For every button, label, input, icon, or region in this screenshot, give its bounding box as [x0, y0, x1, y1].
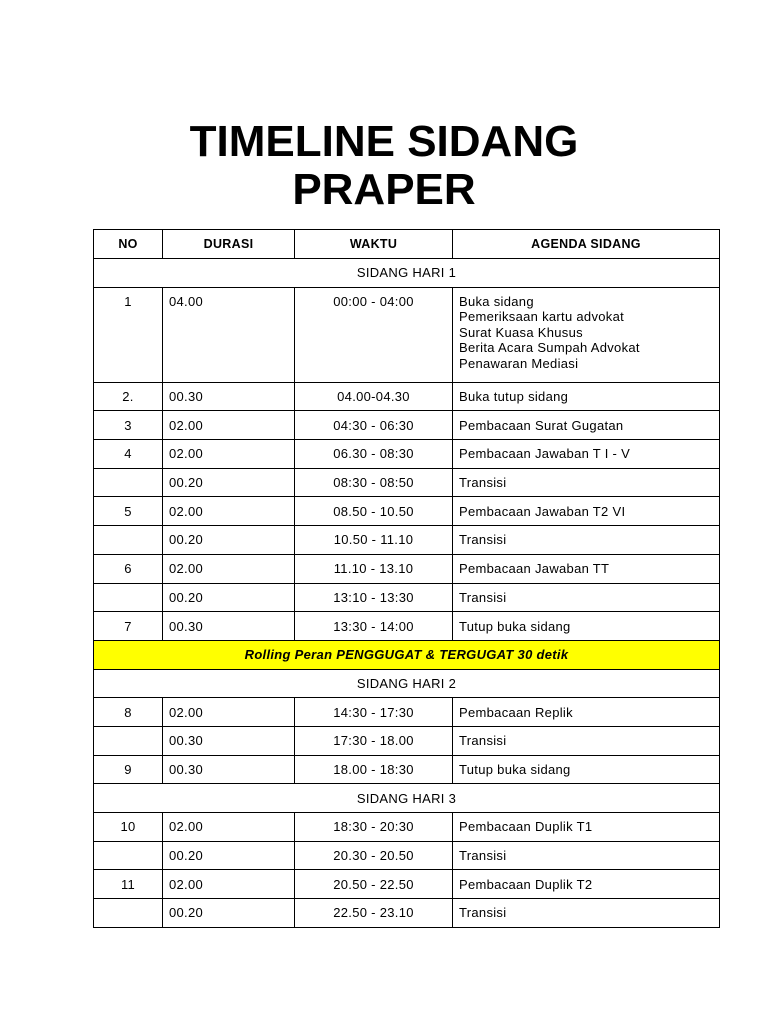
cell-agenda: Tutup buka sidang [453, 755, 720, 784]
cell-no [94, 726, 163, 755]
cell-agenda [453, 287, 720, 382]
cell-agenda: Pembacaan Duplik T1 [453, 813, 720, 842]
table-row [94, 813, 720, 842]
section-row-hari-2 [94, 669, 720, 698]
table-row [94, 899, 720, 928]
header-no: NO [94, 230, 163, 259]
table-row [94, 583, 720, 612]
page-title [0, 118, 768, 214]
agenda-line: Buka sidang [459, 293, 534, 309]
cell-durasi: 02.00 [163, 813, 295, 842]
cell-agenda: Pembacaan Jawaban T I - V [453, 440, 720, 469]
cell-waktu: 22.50 - 23.10 [295, 899, 453, 928]
cell-no: 1 [94, 287, 163, 382]
cell-agenda: Pembacaan Jawaban T2 VI [453, 497, 720, 526]
timeline-table [93, 229, 720, 928]
rolling-note: Rolling Peran PENGGUGAT & TERGUGAT 30 detik [94, 640, 720, 669]
cell-durasi: 00.20 [163, 841, 295, 870]
cell-waktu: 13:30 - 14:00 [295, 612, 453, 641]
title-line-2: PRAPER [292, 165, 476, 214]
section-row-hari-3 [94, 784, 720, 813]
cell-agenda: Pembacaan Replik [453, 698, 720, 727]
cell-no [94, 583, 163, 612]
cell-agenda: Pembacaan Surat Gugatan [453, 411, 720, 440]
cell-no: 2. [94, 382, 163, 411]
cell-agenda: Transisi [453, 468, 720, 497]
table-row [94, 411, 720, 440]
cell-no: 7 [94, 612, 163, 641]
cell-agenda: Transisi [453, 583, 720, 612]
cell-no: 3 [94, 411, 163, 440]
cell-waktu: 08:30 - 08:50 [295, 468, 453, 497]
cell-no: 6 [94, 554, 163, 583]
section-label-hari-3: SIDANG HARI 3 [94, 784, 720, 813]
day2-rows [94, 698, 720, 784]
cell-no: 5 [94, 497, 163, 526]
table-row [94, 870, 720, 899]
header-waktu: WAKTU [295, 230, 453, 259]
header-durasi: DURASI [163, 230, 295, 259]
cell-agenda: Pembacaan Jawaban TT [453, 554, 720, 583]
cell-durasi: 04.00 [163, 287, 295, 382]
rolling-note-row [94, 640, 720, 669]
cell-agenda: Transisi [453, 899, 720, 928]
cell-durasi: 00.20 [163, 583, 295, 612]
cell-no: 9 [94, 755, 163, 784]
table-row [94, 440, 720, 469]
table-row [94, 726, 720, 755]
table-row [94, 468, 720, 497]
cell-durasi: 02.00 [163, 440, 295, 469]
cell-agenda: Pembacaan Duplik T2 [453, 870, 720, 899]
cell-waktu: 20.30 - 20.50 [295, 841, 453, 870]
cell-waktu: 20.50 - 22.50 [295, 870, 453, 899]
cell-waktu: 18:30 - 20:30 [295, 813, 453, 842]
cell-waktu: 00:00 - 04:00 [295, 287, 453, 382]
cell-no [94, 526, 163, 555]
cell-waktu: 10.50 - 11.10 [295, 526, 453, 555]
cell-agenda: Transisi [453, 526, 720, 555]
cell-agenda: Buka tutup sidang [453, 382, 720, 411]
cell-no: 8 [94, 698, 163, 727]
cell-waktu: 13:10 - 13:30 [295, 583, 453, 612]
agenda-line: Penawaran Mediasi [459, 355, 579, 371]
cell-no [94, 841, 163, 870]
cell-waktu: 04:30 - 06:30 [295, 411, 453, 440]
cell-agenda: Tutup buka sidang [453, 612, 720, 641]
table-row [94, 755, 720, 784]
table-row [94, 382, 720, 411]
table-row [94, 698, 720, 727]
table-row [94, 554, 720, 583]
cell-waktu: 04.00-04.30 [295, 382, 453, 411]
title-line-1: TIMELINE SIDANG [189, 117, 579, 166]
cell-durasi: 02.00 [163, 554, 295, 583]
cell-agenda: Transisi [453, 726, 720, 755]
day3-rows [94, 813, 720, 928]
agenda-line: Pemeriksaan kartu advokat [459, 309, 625, 325]
cell-waktu: 08.50 - 10.50 [295, 497, 453, 526]
cell-durasi: 00.20 [163, 526, 295, 555]
agenda-line: Berita Acara Sumpah Advokat [459, 340, 640, 356]
day1-rows [94, 382, 720, 640]
agenda-line: Surat Kuasa Khusus [459, 324, 583, 340]
cell-durasi: 00.30 [163, 382, 295, 411]
cell-durasi: 02.00 [163, 411, 295, 440]
table-row [94, 526, 720, 555]
table-row [94, 612, 720, 641]
cell-durasi: 00.20 [163, 468, 295, 497]
cell-waktu: 11.10 - 13.10 [295, 554, 453, 583]
cell-durasi: 00.30 [163, 612, 295, 641]
cell-durasi: 02.00 [163, 497, 295, 526]
header-agenda: AGENDA SIDANG [453, 230, 720, 259]
cell-waktu: 17:30 - 18.00 [295, 726, 453, 755]
table-row [94, 497, 720, 526]
cell-durasi: 00.20 [163, 899, 295, 928]
table-row [94, 841, 720, 870]
section-label-hari-1: SIDANG HARI 1 [94, 259, 720, 288]
cell-no [94, 899, 163, 928]
cell-agenda: Transisi [453, 841, 720, 870]
header-row [94, 230, 720, 259]
cell-durasi: 02.00 [163, 698, 295, 727]
cell-waktu: 14:30 - 17:30 [295, 698, 453, 727]
section-label-hari-2: SIDANG HARI 2 [94, 669, 720, 698]
cell-no [94, 468, 163, 497]
table-row [94, 287, 720, 382]
cell-waktu: 18.00 - 18:30 [295, 755, 453, 784]
cell-durasi: 00.30 [163, 726, 295, 755]
cell-waktu: 06.30 - 08:30 [295, 440, 453, 469]
cell-no: 4 [94, 440, 163, 469]
cell-no: 10 [94, 813, 163, 842]
section-row-hari-1 [94, 259, 720, 288]
cell-durasi: 00.30 [163, 755, 295, 784]
cell-durasi: 02.00 [163, 870, 295, 899]
cell-no: 11 [94, 870, 163, 899]
